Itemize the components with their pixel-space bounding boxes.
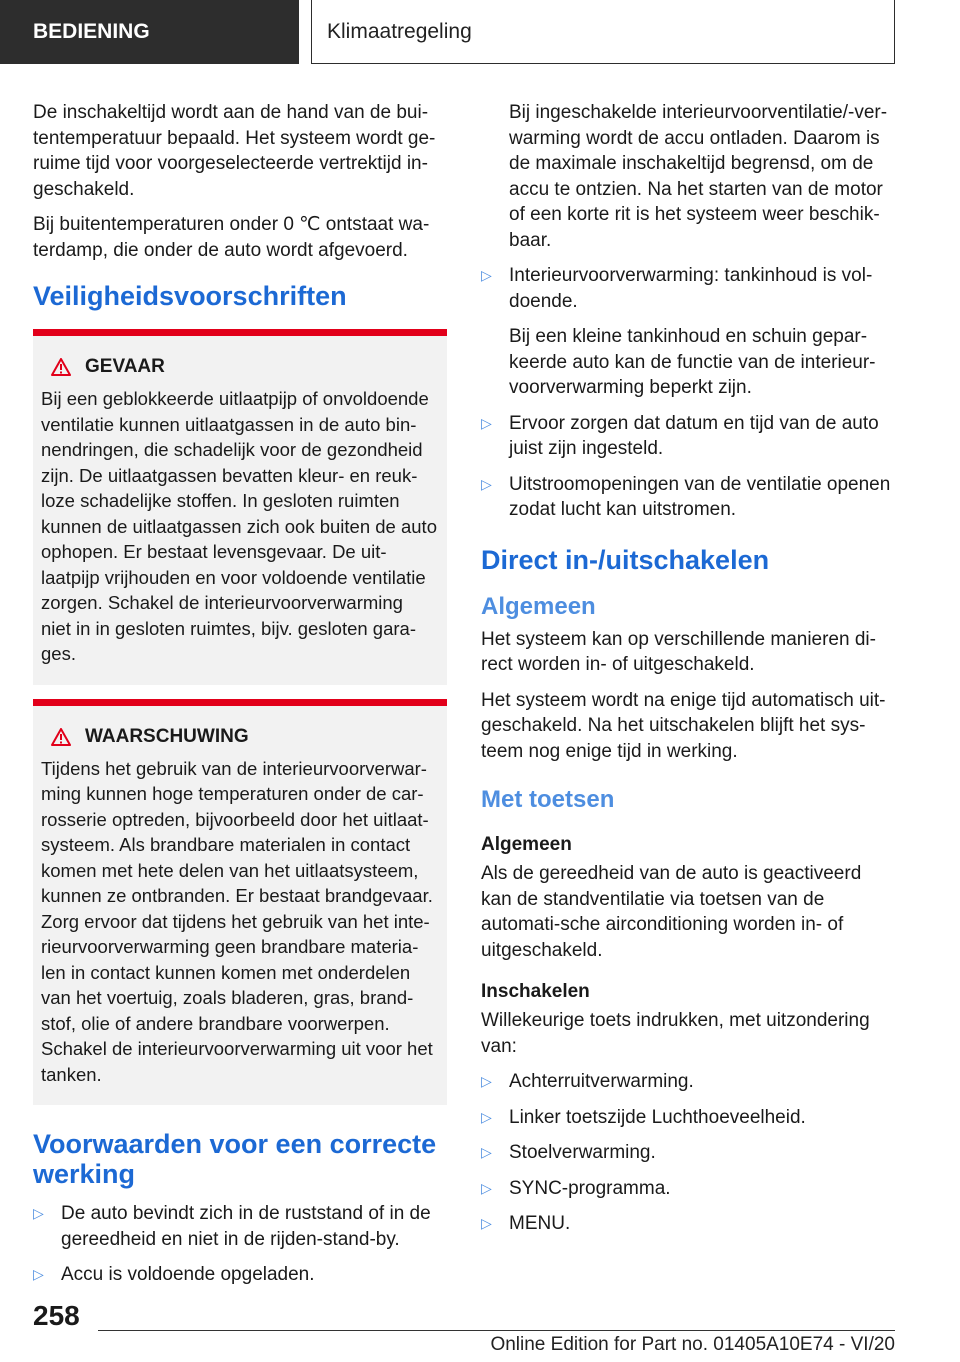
triangle-bullet-icon: ▷ [481,1108,492,1125]
triangle-bullet-icon: ▷ [481,1073,492,1089]
requirements-list [481,263,895,314]
triangle-bullet-icon: ▷ [481,1215,492,1231]
subheading-keys: Met toetsen [481,786,615,813]
warning-triangle-icon [51,358,71,376]
triangle-bullet-icon: ▷ [481,267,492,283]
section-title: BEDIENING [33,20,150,43]
list-item: ▷ Interieurvoorverwarming: tankinhoud is vol-doende. [481,265,873,312]
paragraph: Het systeem wordt na enige tijd automatisch uit-geschakeld. Na het uitschakelen blijft het sys-teem nog enige tijd in werking. [481,689,886,762]
list-item: ▷ SYNC-programma. [481,1176,895,1202]
triangle-bullet-icon: ▷ [481,475,492,492]
chapter-title: Klimaatregeling [327,19,472,43]
list-item: ▷ Achterruitverwarming. [481,1069,895,1095]
danger-text: Bij een geblokkeerde uitlaatpijp of onvoldoende ventilatie kunnen uitlaatgassen in de auto bin-nendringen, die schadelijk voor de gezondheid zijn. De uitlaatgassen bevatten kleur- en reuk-loze schadelijke stoffen. In gesloten ruimten kunnen de uitlaatgassen zich ook buiten de auto ophopen. Er bestaat levensgevaar. De uit-laatpijp vrijhouden en voor voldoende ventilatie zorgen. Schakel de interieurvoorverwarming niet in in gesloten ruimtes, bijv. gesloten gara-ges. [41,388,437,664]
exceptions-list [481,1069,895,1237]
triangle-bullet-icon: ▷ [481,1179,492,1196]
left-column [33,100,447,1298]
footer-divider [98,1330,895,1331]
warning-triangle-icon [51,728,71,746]
paragraph: De inschakeltijd wordt aan de hand van de bui-tentemperatuur bepaald. Het systeem wordt ge-ruime tijd voor voorgeselecteerde vertrektijd in-geschakeld. [33,102,436,200]
triangle-bullet-icon: ▷ [33,1205,44,1221]
paragraph: Het systeem kan op verschillende manieren di-rect worden in- of uitgeschakeld. [481,628,876,675]
requirements-list-cont [481,411,895,523]
minor-heading-switch-on: Inschakelen [481,981,590,1002]
danger-title: GEVAAR [85,356,165,377]
list-item: ▷ Uitstroomopeningen van de ventilatie openen zodat lucht kan uitstromen. [481,473,891,520]
section-heading-direct: Direct in-/uitschakelen [481,544,770,575]
list-item: ▷ Accu is voldoende opgeladen. [33,1262,447,1288]
minor-heading-general: Algemeen [481,834,572,855]
paragraph: Bij ingeschakelde interieurvoorventilatie/-ver-warming wordt de accu ontladen. Daarom is de maximale inschakeltijd begrensd, om de accu te ontzien. Na het starten van de motor of een korte rit is het systeem weer beschik-baar. [509,102,888,251]
chapter-tab [311,0,895,64]
section-tab [0,0,299,64]
list-item: ▷ Stoelverwarming. [481,1140,895,1166]
footer-edition: Online Edition for Part no. 01405A10E74 - VI/20 [490,1334,895,1355]
triangle-bullet-icon: ▷ [33,1266,44,1282]
section-heading-conditions: Voorwaarden voor een correcte werking [33,1129,437,1189]
warning-title-row [51,726,437,748]
right-column [481,100,895,1247]
triangle-bullet-icon: ▷ [481,414,492,431]
paragraph: Als de gereedheid van de auto is geactiveerd kan de standventilatie via toetsen van de automati-sche airconditioning worden in- of uitgeschakeld. [481,863,862,961]
danger-box [33,329,447,685]
page-number: 258 [33,1300,80,1331]
paragraph: Bij een kleine tankinhoud en schuin gepar-keerde auto kan de functie van de interieur-voorverwarming beperkt zijn. [509,326,876,398]
triangle-bullet-icon: ▷ [481,1144,492,1160]
list-item: ▷ Linker toetszijde Luchthoeveelheid. [481,1105,895,1131]
danger-title-row [51,356,437,378]
list-item: ▷ Ervoor zorgen dat datum en tijd van de auto juist zijn ingesteld. [481,412,879,459]
conditions-list [33,1201,447,1288]
paragraph: Willekeurige toets indrukken, met uitzondering van: [481,1010,870,1057]
list-item: ▷ MENU. [481,1211,895,1237]
paragraph: Bij buitentemperaturen onder 0 ℃ ontstaat wa-terdamp, die onder de auto wordt afgevoerd. [33,214,430,261]
warning-box [33,699,447,1106]
section-heading-safety: Veiligheidsvoorschriften [33,281,347,311]
warning-text: Tijdens het gebruik van de interieurvoorverwar-ming kunnen hoge temperaturen onder de car-rosserie optreden, bijvoorbeeld door het uitlaat-systeem. Als brandbare materialen in contact komen met hete delen van het uitlaatsysteem, kunnen ze ontbranden. Er bestaat brandgevaar. Zorg ervoor dat tijdens het gebruik van het inte-rieurvoorverwarming geen brandbare materia-len in contact kunnen komen met onderdelen van het voertuig, zoals bladeren, gras, brand-stof, olie of andere brandbare voorwerpen. Schakel de interieurvoorverwarming uit voor het tanken. [41,757,433,1085]
warning-title: WAARSCHUWING [85,725,249,747]
subheading-general: Algemeen [481,592,596,620]
list-item: ▷ De auto bevindt zich in de ruststand of in de gereedheid en niet in de rijden-stand-by. [33,1203,431,1250]
